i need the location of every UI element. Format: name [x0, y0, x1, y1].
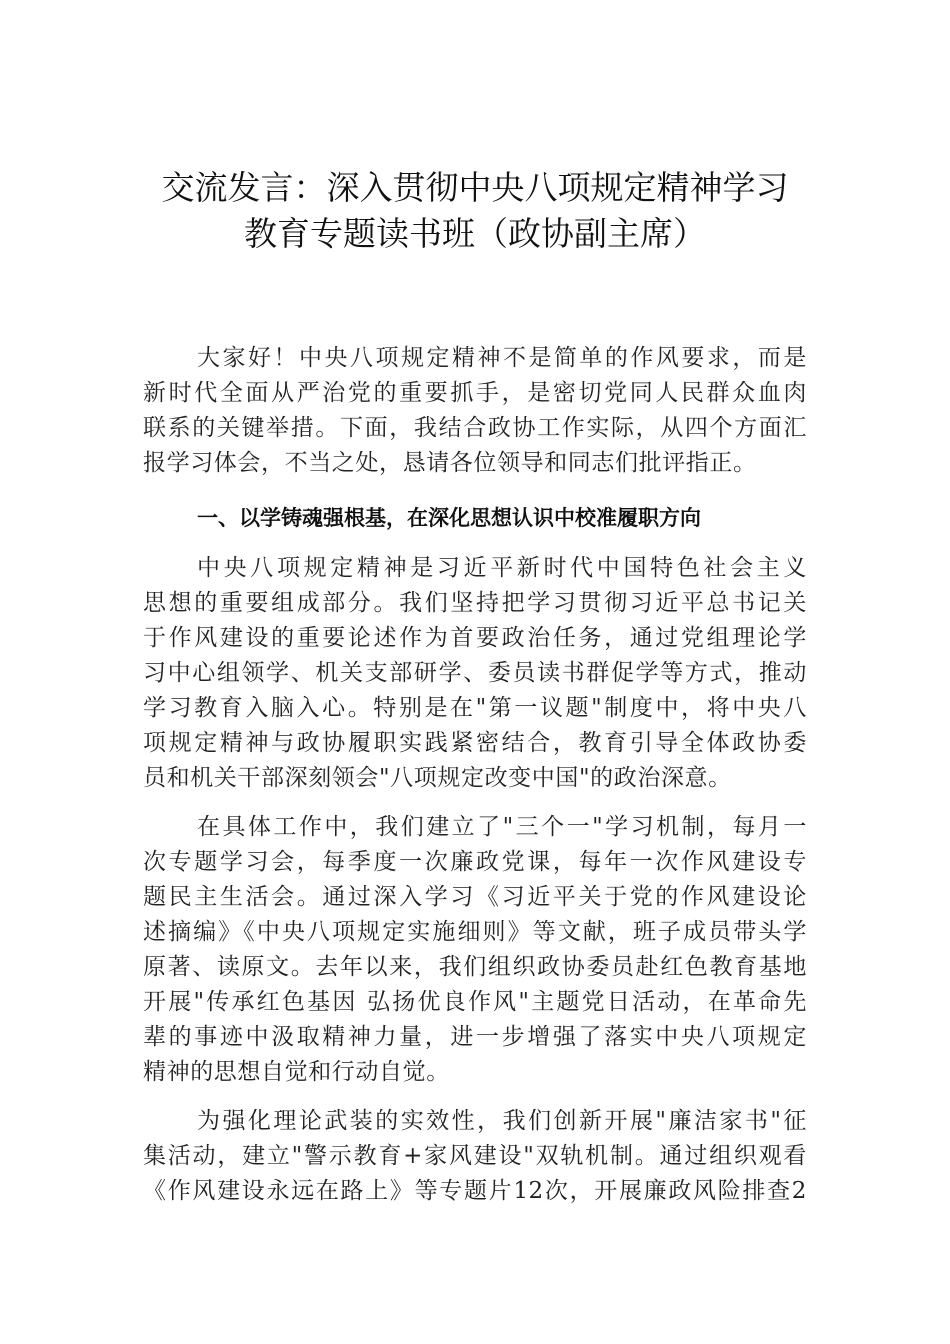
document-title-line-2: 教育专题读书班（政协副主席） — [244, 214, 706, 253]
text-line: 为强化理论武装的实效性，我们创新开展"廉洁家书"征 — [197, 1108, 807, 1134]
intro-paragraph — [143, 341, 807, 481]
text-line: 学习教育入脑入心。特别是在"第一议题"制度中，将中央八 — [143, 695, 807, 721]
document-title-line-1: 交流发言：深入贯彻中央八项规定精神学习 — [161, 168, 789, 207]
text-line: 员和机关干部深刻领会"八项规定改变中国"的政治深意。 — [143, 765, 732, 791]
text-line: 述摘编》《中央八项规定实施细则》等文献，班子成员带头学 — [143, 919, 807, 945]
text-line: 在具体工作中，我们建立了"三个一"学习机制，每月一 — [197, 814, 807, 840]
text-line: 习中心组领学、机关支部研学、委员读书群促学等方式，推动 — [143, 660, 807, 686]
paragraph-2 — [143, 810, 807, 1090]
section-heading-1: 一、以学铸魂强根基，在深化思想认识中校准履职方向 — [197, 506, 701, 530]
text-line: 集活动，建立"警示教育+家风建设"双轨机制。通过组织观看 — [143, 1143, 807, 1169]
text-line: 思想的重要组成部分。我们坚持把学习贯彻习近平总书记关 — [143, 590, 807, 616]
text-line: 报学习体会，不当之处，恳请各位领导和同志们批评指正。 — [143, 450, 757, 476]
text-line: 题民主生活会。通过深入学习《习近平关于党的作风建设论 — [143, 884, 807, 910]
text-line: 项规定精神与政协履职实践紧密结合，教育引导全体政协委 — [143, 730, 807, 756]
paragraph-3 — [143, 1104, 807, 1209]
text-line: 开展"传承红色基因 弘扬优良作风"主题党日活动，在革命先 — [143, 989, 807, 1015]
text-line: 中央八项规定精神是习近平新时代中国特色社会主义 — [197, 555, 807, 581]
text-line: 精神的思想自觉和行动自觉。 — [143, 1059, 450, 1085]
text-line: 《作风建设永远在路上》等专题片12次，开展廉政风险排查2 — [143, 1178, 807, 1204]
text-line: 大家好！中央八项规定精神不是简单的作风要求，而是 — [197, 345, 807, 371]
paragraph-1 — [143, 551, 807, 796]
text-line: 于作风建设的重要论述作为首要政治任务，通过党组理论学 — [143, 625, 807, 651]
text-line: 次专题学习会，每季度一次廉政党课，每年一次作风建设专 — [143, 849, 807, 875]
text-line: 新时代全面从严治党的重要抓手，是密切党同人民群众血肉 — [143, 380, 807, 406]
text-line: 原著、读原文。去年以来，我们组织政协委员赴红色教育基地 — [143, 954, 807, 980]
text-line: 辈的事迹中汲取精神力量，进一步增强了落实中央八项规定 — [143, 1024, 807, 1050]
text-line: 联系的关键举措。下面，我结合政协工作实际，从四个方面汇 — [143, 415, 807, 441]
